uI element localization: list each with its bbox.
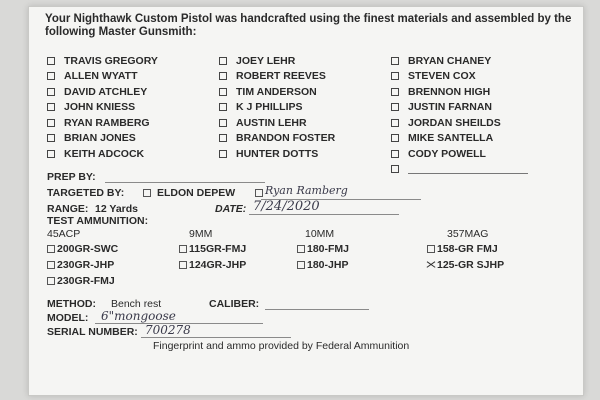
ammo-checkbox [179,245,187,253]
test-ammo-label: TEST AMMUNITION: [47,215,149,227]
serial-value: 700278 [145,323,191,337]
ammo-checkbox [427,245,435,253]
targeted-by-checkbox-2 [255,187,265,199]
date-label: DATE: [215,203,247,215]
gunsmith-checkbox [47,103,55,111]
gunsmith-name: BRYAN CHANEY [408,54,492,67]
gunsmith-item [391,146,528,162]
prep-by-line [105,182,265,183]
gunsmith-item [219,131,335,147]
targeted-by-checkbox-1 [143,187,153,199]
gunsmith-checkbox [391,72,399,80]
gunsmith-checkbox [391,103,399,111]
cal-header-45acp: 45ACP [47,228,81,240]
gunsmith-item [391,115,528,131]
ammo-label: 125-GR SJHP [437,259,505,271]
header-text: Your Nighthawk Custom Pistol was handcrafted using the finest materials and assembled by the following Master Gunsmith: [45,13,572,38]
gunsmith-name: STEVEN COX [408,70,476,83]
gunsmith-checkbox [219,150,227,158]
gunsmith-checkbox [219,134,227,142]
gunsmith-checkbox [391,134,399,142]
prep-by-label: PREP BY: [47,171,96,183]
date-line [249,214,399,215]
gunsmith-item [219,84,335,100]
ammo-option [297,259,348,271]
gunsmith-checkbox [219,103,227,111]
gunsmith-name: BRANDON FOSTER [236,132,336,145]
gunsmith-item [219,115,335,131]
gunsmith-checkbox [219,88,227,96]
ammo-option [179,243,246,255]
gunsmith-item [391,84,528,100]
ammo-option [47,275,115,287]
gunsmith-item [47,100,158,116]
ammo-option [179,259,246,271]
gunsmith-name: TIM ANDERSON [236,85,317,98]
gunsmith-name: BRENNON HIGH [408,85,491,98]
ammo-checkbox [47,261,55,269]
gunsmith-item [219,100,335,116]
ammo-option [47,259,114,271]
serial-label: SERIAL NUMBER: [47,326,138,338]
footer-text: Fingerprint and ammo provided by Federal Ammunition [153,340,410,352]
gunsmith-checkbox [391,119,399,127]
ammo-label: 158-GR FMJ [437,243,498,255]
cal-header-10mm: 10MM [305,228,335,240]
certificate-card [28,6,584,396]
gunsmith-item [391,53,528,69]
gunsmith-checkbox [47,57,55,65]
gunsmith-name: ALLEN WYATT [64,70,138,83]
ammo-option [47,243,118,255]
ammo-option [297,243,349,255]
gunsmith-name: JUSTIN FARNAN [408,101,493,114]
caliber-line [265,309,369,310]
gunsmith-column-1 [47,53,158,162]
gunsmith-name: K J PHILLIPS [236,101,303,114]
gunsmith-item [47,115,158,131]
gunsmith-name: DAVID ATCHLEY [64,85,148,98]
method-value: Bench rest [111,298,162,310]
method-label: METHOD: [47,298,96,310]
caliber-label: CALIBER: [209,298,260,310]
ammo-option [427,259,504,271]
date-value: 7/24/2020 [253,199,320,214]
ammo-label: 180-FMJ [307,243,350,255]
targeted-by-label: TARGETED BY: [47,187,125,199]
ammo-label: 180-JHP [307,259,349,271]
gunsmith-item [47,84,158,100]
gunsmith-checkbox [219,119,227,127]
gunsmith-item [391,131,528,147]
range-label: RANGE: [47,203,89,215]
ammo-label: 115GR-FMJ [189,243,247,255]
gunsmith-name: JOHN KNIESS [64,101,136,114]
gunsmith-checkbox [219,72,227,80]
ammo-label: 230GR-FMJ [57,275,115,287]
ammo-option [427,243,498,255]
gunsmith-name: TRAVIS GREGORY [64,54,158,67]
gunsmith-name: KEITH ADCOCK [64,147,145,160]
cal-header-9mm: 9MM [189,228,213,240]
cal-header-357mag: 357MAG [447,228,489,240]
gunsmith-name: HUNTER DOTTS [236,147,319,160]
ammo-label: 200GR-SWC [57,243,119,255]
ammo-checkbox [297,245,305,253]
gunsmith-name: MIKE SANTELLA [408,132,494,145]
range-value: 12 Yards [95,203,139,215]
gunsmith-name: JORDAN SHEILDS [408,116,501,129]
gunsmith-checkbox [391,57,399,65]
gunsmith-checkbox [219,57,227,65]
gunsmith-item [47,146,158,162]
gunsmith-item [391,100,528,116]
gunsmith-name: CODY POWELL [408,147,486,160]
checked-mark-icon [427,261,435,269]
ammo-checkbox [47,277,55,285]
ammo-checkbox [297,261,305,269]
gunsmith-checkbox [47,119,55,127]
gunsmith-item [219,53,335,69]
gunsmith-item [47,69,158,85]
ammo-checkbox [179,261,187,269]
gunsmith-checkbox [47,150,55,158]
gunsmith-item [391,162,528,178]
gunsmith-item [47,53,158,69]
gunsmith-name: ROBERT REEVES [236,70,326,83]
gunsmith-name: AUSTIN LEHR [236,116,307,129]
gunsmith-checkbox [47,88,55,96]
gunsmith-name: BRIAN JONES [64,132,136,145]
gunsmith-item [219,146,335,162]
gunsmith-checkbox [47,134,55,142]
targeted-by-signature: Ryan Ramberg [265,184,348,197]
gunsmith-column-2 [219,53,335,162]
gunsmith-name: JOEY LEHR [236,54,296,67]
gunsmith-column-3 [391,53,528,177]
gunsmith-checkbox [47,72,55,80]
gunsmith-checkbox [391,150,399,158]
gunsmith-name: RYAN RAMBERG [64,116,150,129]
ammo-label: 124GR-JHP [189,259,247,271]
gunsmith-item [47,131,158,147]
targeted-by-name: ELDON DEPEW [157,187,236,199]
gunsmith-item [219,69,335,85]
model-label: MODEL: [47,312,89,324]
serial-line [141,337,291,338]
ammo-label: 230GR-JHP [57,259,115,271]
gunsmith-checkbox [391,88,399,96]
gunsmith-item [391,69,528,85]
model-value: 6"mongoose [101,309,176,323]
ammo-checkbox [47,245,55,253]
gunsmith-checkbox [391,165,399,173]
gunsmith-blank-line [408,165,528,174]
